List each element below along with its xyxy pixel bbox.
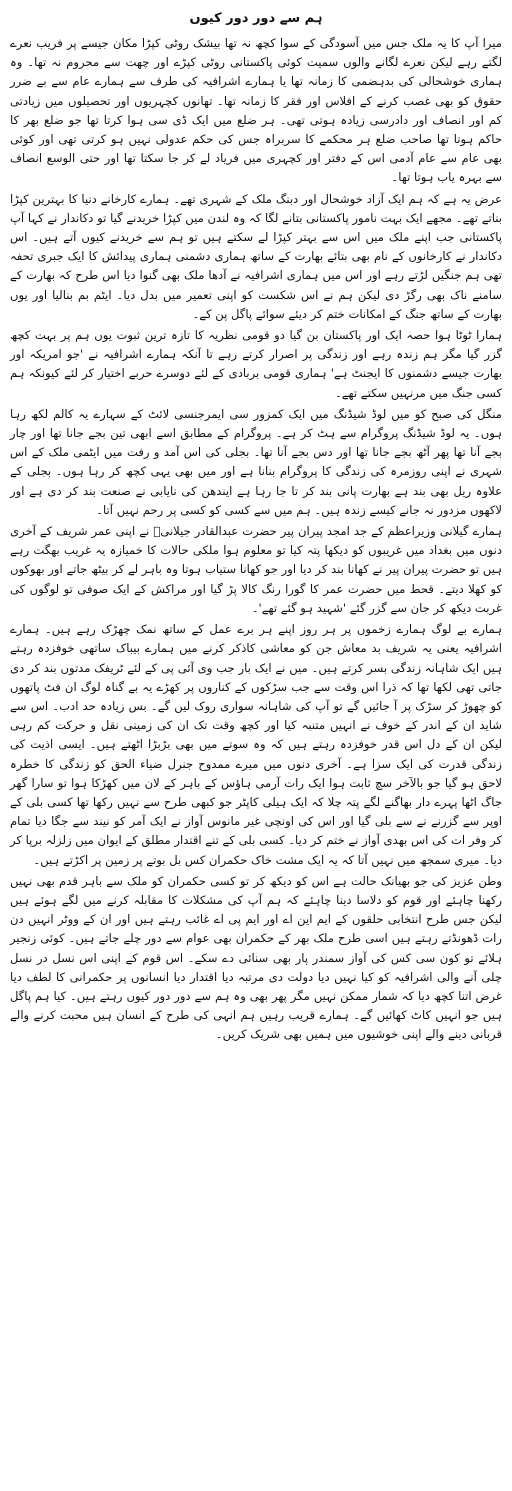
article-paragraph-3: ہمارا ٹوٹا ہوا حصہ ایک اور پاکستان بن گیا دو قومی نظریہ کا تازہ ترین ثبوت یوں ہم پر بہت کچھ گزر گیا مگر ہم زندہ رہے اور زندگی پر اصرار کرتے رہے تا آنکہ ہمارے اشرافیہ نے 'جو امریکہ اور بھارت جیسے دشمنوں کا ایجنٹ ہے' ہماری قومی بربادی کے لئے دوسرے حربے اختیار کر لئے کیونکہ ہم کسی جنگ میں مرنہیں سکتے تھے۔ (10, 328, 502, 400)
article-paragraph-5: ہمارے گیلانی وزیراعظم کے جد امجد پیران پیر حضرت عبدالقادر جیلانیؒ نے اپنی عمر شریف کے آخری دنوں میں بغداد میں غریبوں کو دیکھا پتہ کیا تو معلوم ہوا ملکی حالات کا خمیازہ یہ غریب بھگت رہے ہیں تو حضرت پیران پیر نے کھانا بند کر دیا اور جو کھانا ستیاب ہوتا وہ باہر لے کر بیٹھ جاتے اور بھوکوں کو کھلا دیتے۔ قحط میں حضرت عمر کا گورا رنگ کالا پڑ گیا اور مراکش کے ایک صوفی تو لوگوں کی غربت دیکھ کر جان سے گزر گئے 'شہید ہو گئے تھے'۔ (10, 524, 502, 615)
article-paragraph-7: وطن عزیز کی جو بھیانک حالت ہے اس کو دیکھ کر تو کسی حکمران کو ملک سے باہر قدم بھی نہیں رکھنا چاہئے اور قوم کو دلاسا دینا چاہئے کہ ہم آپ کی مشکلات کا مقابلہ کرنے میں لگے ہوئے ہیں لیکن جس طرح انتخابی حلقوں کے ایم این اے اور ایم پی اے غائب رہتے ہیں اور ان کے ووٹر انہیں دن رات ڈھونڈتے رہتے ہیں اسی طرح ملک بھر کے حکمران بھی عوام سے دور چلے جاتے ہیں۔ کوئی زنجیر ہلائے تو کون سی کس کی آواز سمندر پار بھی سنائی دے سکے۔ اس قوم کے اپنی اس نسل در نسل چلی آنے والی اشرافیہ کو کیا نہیں دیا دولت دی مرتبہ دیا اقتدار دیا انسانوں پر حکمرانی کا لطف دیا غرض اتنا کچھ دیا کہ شمار ممکن نہیں مگر پھر بھی وہ ہم سے دور دور کیوں رہتے ہیں۔ کیا ہم پاگل ہیں جو انہیں کاٹ کھائیں گے۔ ہمارے قریب رہیں ہم انہی کی طرح کے انسان ہیں محبت کرنے والے قربانی دینے والے اپنی خوشیوں میں ہمیں بھی شریک کریں۔ (10, 873, 502, 1042)
article-paragraph-6: ہمارے بے لوگ ہمارے زخموں پر ہر روز اپنے ہر برے عمل کے ساتھ نمک چھڑک رہے ہیں۔ ہمارے اشرافیہ یعنی یہ شریف بد معاش جن کو معاشی کاذکر کرنے میں ہمارے بیباک ساتھی خوفزدہ رہتے ہیں ایک شاہانہ زندگی بسر کرتے ہیں۔ میں نے ایک بار جب وی آئی پی کے لئے ٹریفک مدتوں بند کر دی جاتی تھی لکھا تھا کہ ذرا اس وقت سے جب سڑکوں کے کناروں پر کھڑے یہ بے گناہ لوگ ان فٹ پاتھوں کو چھوڑ کر سڑک پر آ جائیں گے تو آپ کی شاہانہ سواری روک لیں گے۔ بس زیادہ حد ادب۔ اس سے شاید ان کے اندر کے خوف نے انہیں متنبہ کیا اور کچھ وقت تک ان کی زمینی نقل و حرکت کم رہی لیکن ان کے دل اس قدر خوفزدہ رہتے ہیں کہ وہ سوتے میں بھی بڑبڑا اٹھتے ہیں۔ ایسی اذیت کی زندگی قدرت کی ایک سزا ہے۔ آخری دنوں میں میرے ممدوح جنرل ضیاء الحق کو زندگی کا خطرہ لاحق ہو گیا جو بالآخر سچ ثابت ہوا ایک رات آرمی ہاؤس کے باہر کے لان میں کھڑکا ہوا تو سارا گھر جاگ اٹھا پہرے دار بھاگنے لگے پتہ چلا کہ ایک ہیلی کاپٹر جو کبھی طرح سے نہیں رکھا تھا کسی بلی کے اوپر سے گزرنے نے سے بلی گیا اور اس کی اونچی غیر مانوس آواز نے ایک آمر کو نیند سے جگا دیا تمام کر وفر ات کی اس بھدی آواز نے ختم کر دیا۔ کسی بلی کے تنے اقتدار مطلق کے ایوان میں زلزلہ برپا کر دیا۔ میری سمجھ میں نہیں آتا کہ یہ ایک مشت خاک حکمران کس بل بوتے پر زمین پر اکڑتے ہیں۔ (10, 622, 502, 867)
article-paragraph-1: میرا آپ کا یہ ملک جس میں آسودگی کے سوا کچھ نہ تھا بیشک روٹی کپڑا مکان جیسے پر فریب نعرے لگتے رہے لیکن نعرے لگانے والوں سمیت کوئی پاکستانی روٹی کپڑے اور چھت سے محروم نہ تھا۔ وہ ہماری خوشحالی کی بدہضمی کا زمانہ تھا یا ہمارے اشرافیہ کی طرف سے ہمارے عام سے بے ضرر حقوق کو بھی غصب کرنے کے افلاس اور فقر کا زمانہ تھا۔ تھانوں کچہریوں اور تحصیلوں میں زیادتی کم اور انصاف اور دادرسی زیادہ ہوتی تھی۔ ہر ضلع میں ایک ڈی سی ہوا کرتا تھا جو ضلع بھر کا حاکم ہوتا تھا صاحب ضلع ہر محکمے کا سربراہ جس کی حکم عدولی نہیں ہو کرتی تھی اور کوئی بھی عام سے عام آدمی اس کے دفتر اور کچہری میں فریاد لے کر جا سکتا تھا اور حتی الوسع انصاف سے بہرہ یاب ہوتا تھا۔ (10, 36, 502, 185)
article-paragraph-2: عرض یہ ہے کہ ہم ایک آزاد خوشحال اور دبنگ ملک کے شہری تھے۔ ہمارے کارخانے دنیا کا بہترین کپڑا بناتے تھے۔ مجھے ایک بہت نامور پاکستانی بتانے لگا کہ وہ لندن میں کپڑا خریدنے گیا تو دکاندار نے کہا آپ پاکستانی جب اپنے ملک میں اس سے بہتر کپڑا لے سکتے ہیں تو ہم سے خریدنے کیوں آتے ہیں۔ اس دکاندار نے کارخانوں کے نام بھی بتائے بھارت کے ساتھ ہماری دشمنی ہماری پیدائش کا ایک جبری تحفہ تھی ہم جنگیں لڑتے رہے اور اس میں ہماری اشرافیہ نے آدھا ملک بھی گنوا دیا اس طرح کہ بھارت کے سامنے ناک بھی رگڑ دی لیکن ہم نے اس شکست کو اپنی تعمیر میں بدل دیا۔ ایٹم بم بنالیا اور یوں بھارت کے ساتھ جنگ کے امکانات ختم کر دیئے سوائے پاگل پن کے۔ (10, 191, 502, 321)
article-body (10, 34, 502, 1045)
article-paragraph-4: منگل کی صبح کو میں لوڈ شیڈنگ میں ایک کمزور سی ایمرجنسی لائٹ کے سہارے یہ کالم لکھ رہا ہوں۔ یہ لوڈ شیڈنگ پروگرام سے ہٹ کر ہے۔ پروگرام کے مطابق اسے ابھی تین بجے جانا تھا اور چار بجے آنا تھا پھر آٹھ بجے جانا تھا اور دس بجے آنا تھا۔ بجلی کی اس آمد و رفت میں ایٹمی ملک کے اس شہری نے اپنی روزمرہ کی زندگی کا پروگرام بنانا ہے اور میں بھی یہی کچھ کر رہا ہوں۔ بجلی کے علاوہ ریل بھی بند ہے بھارت پانی بند کر تا جا رہا ہے ایندھن کی نایابی نے صنعت بند کر دی ہے اور لاکھوں مزدور نہ جانے کیسے زندہ ہیں۔ ہم میں سے کسی کو کسی پر رحم نہیں آتا۔ (10, 406, 502, 517)
article-title: ہم سے دور دور کیوں (189, 11, 323, 26)
